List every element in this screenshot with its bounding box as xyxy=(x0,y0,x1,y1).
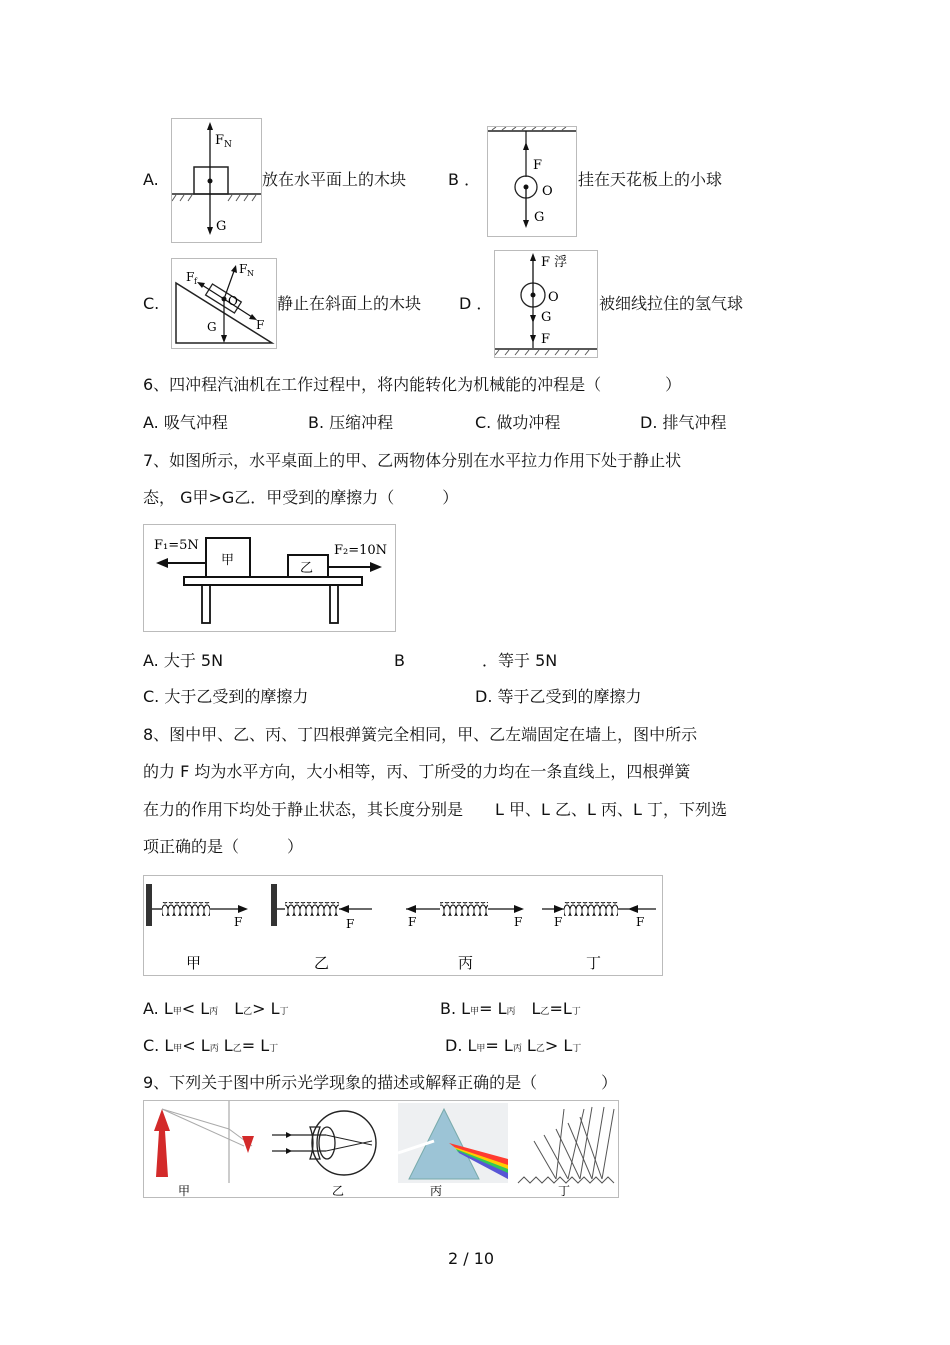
q8-fig-jia: 甲 xyxy=(186,954,202,972)
q8-fig-f-bing-right: F xyxy=(514,915,523,929)
q5-option-d-label: D ． xyxy=(459,294,493,313)
q6-option-a: A. 吸气冲程 xyxy=(143,413,228,432)
fig-c-ff-sub: f xyxy=(194,277,197,286)
q9-fig-yi: 乙 xyxy=(332,1184,345,1197)
fig-b-g: G xyxy=(534,210,545,225)
fig-b-f: F xyxy=(533,158,543,173)
optics-bing xyxy=(398,1103,508,1183)
q7-option-d: D. 等于乙受到的摩擦力 xyxy=(475,687,642,706)
fig-d-g: G xyxy=(541,310,552,325)
fig-c-g: G xyxy=(207,320,217,334)
spring-bing xyxy=(406,902,524,929)
q8-figure-springs xyxy=(143,875,663,976)
q5-figure-c xyxy=(171,258,277,349)
fig-c-fn: F xyxy=(239,262,248,276)
spring-ding xyxy=(542,902,656,929)
q8-option-d: D. L甲= L丙 L乙> L丁 xyxy=(445,1036,582,1055)
q6-stem: 6、四冲程汽油机在工作过程中，将内能转化为机械能的冲程是（ ） xyxy=(143,375,682,394)
q5-option-c-label: C. xyxy=(143,294,160,313)
q5-figure-a xyxy=(171,118,262,243)
q7-fig-jia: 甲 xyxy=(221,553,235,568)
q7-stem-line1: 7、如图所示，水平桌面上的甲、乙两物体分别在水平拉力作用下处于静止状 xyxy=(143,451,682,470)
q8-stem-line4: 项正确的是（ ） xyxy=(143,837,304,856)
q7-fig-f1: F₁=5N xyxy=(154,538,199,553)
q9-fig-bing: 丙 xyxy=(430,1184,443,1197)
q5-option-a-text: 放在水平面上的木块 xyxy=(262,170,407,189)
q5-option-d-text: 被细线拉住的氢气球 xyxy=(599,294,744,313)
spring-yi xyxy=(271,884,372,931)
q8-option-c: C. L甲< L丙 L乙= L丁 xyxy=(143,1036,279,1055)
optics-yi xyxy=(272,1111,376,1175)
q9-fig-ding: 丁 xyxy=(558,1184,571,1197)
q8-fig-f-jia: F xyxy=(234,915,243,929)
q8-option-b: B. L甲= L丙 L乙=L丁 xyxy=(440,999,581,1018)
q8-fig-f-bing-left: F xyxy=(408,915,417,929)
q5-option-c-text: 静止在斜面上的木块 xyxy=(277,294,422,313)
q5-figure-b xyxy=(487,126,577,237)
q8-stem-line2: 的力 F 均为水平方向，大小相等，丙、丁所受的力均在一条直线上，四根弹簧 xyxy=(143,762,691,781)
q9-fig-jia: 甲 xyxy=(178,1184,191,1197)
q8-fig-f-yi: F xyxy=(346,917,355,931)
fig-a-g: G xyxy=(216,219,227,234)
fig-b-o: O xyxy=(542,184,553,199)
q7-figure-table xyxy=(143,524,396,632)
fig-c-f: F xyxy=(256,318,265,332)
q5-option-b-label: B ． xyxy=(448,170,481,189)
q6-option-d: D. 排气冲程 xyxy=(640,413,727,432)
optics-ding xyxy=(518,1107,614,1183)
fig-c-ff: F xyxy=(186,270,195,284)
spring-jia xyxy=(146,884,248,929)
q8-fig-bing: 丙 xyxy=(458,954,474,972)
q6-option-b: B. 压缩冲程 xyxy=(308,413,394,432)
q5-figure-d xyxy=(494,250,598,358)
q8-fig-yi: 乙 xyxy=(314,954,330,972)
page-number: 2 / 10 xyxy=(448,1249,495,1268)
q7-fig-f2: F₂=10N xyxy=(334,543,388,558)
q7-option-c: C. 大于乙受到的摩擦力 xyxy=(143,687,309,706)
q9-figure-optics xyxy=(143,1100,619,1198)
q7-option-b-text: ．等于 5N xyxy=(482,651,558,670)
q5-option-b-text: 挂在天花板上的小球 xyxy=(578,170,723,189)
fig-c-fn-sub: N xyxy=(247,269,254,278)
q8-fig-f-ding-left: F xyxy=(554,915,563,929)
fig-d-f: F xyxy=(541,332,551,347)
fig-c-o: O xyxy=(228,294,238,308)
q8-stem-line1: 8、图中甲、乙、丙、丁四根弹簧完全相同，甲、乙左端固定在墙上，图中所示 xyxy=(143,725,698,744)
q6-option-c: C. 做功冲程 xyxy=(475,413,561,432)
q8-fig-ding: 丁 xyxy=(586,954,602,972)
fig-d-o: O xyxy=(548,290,559,305)
optics-jia xyxy=(154,1101,254,1183)
q7-fig-yi: 乙 xyxy=(300,561,314,576)
fig-d-fup: F 浮 xyxy=(541,255,568,270)
q9-stem: 9、下列关于图中所示光学现象的描述或解释正确的是（ ） xyxy=(143,1073,618,1092)
q8-fig-f-ding-right: F xyxy=(636,915,645,929)
q8-stem-line3: 在力的作用下均处于静止状态，其长度分别是 L 甲、L 乙、L 丙、L 丁，下列选 xyxy=(143,800,728,819)
fig-a-fn: F xyxy=(215,133,225,148)
q8-option-a: A. L甲< L丙 L乙> L丁 xyxy=(143,999,289,1018)
fig-a-fn-sub: N xyxy=(224,140,232,150)
q5-option-a-label: A. xyxy=(143,170,159,189)
q7-option-a: A. 大于 5N xyxy=(143,651,224,670)
q7-stem-line2: 态， G甲>G乙．甲受到的摩擦力（ ） xyxy=(143,488,459,507)
q7-option-b-label: B xyxy=(394,651,405,670)
